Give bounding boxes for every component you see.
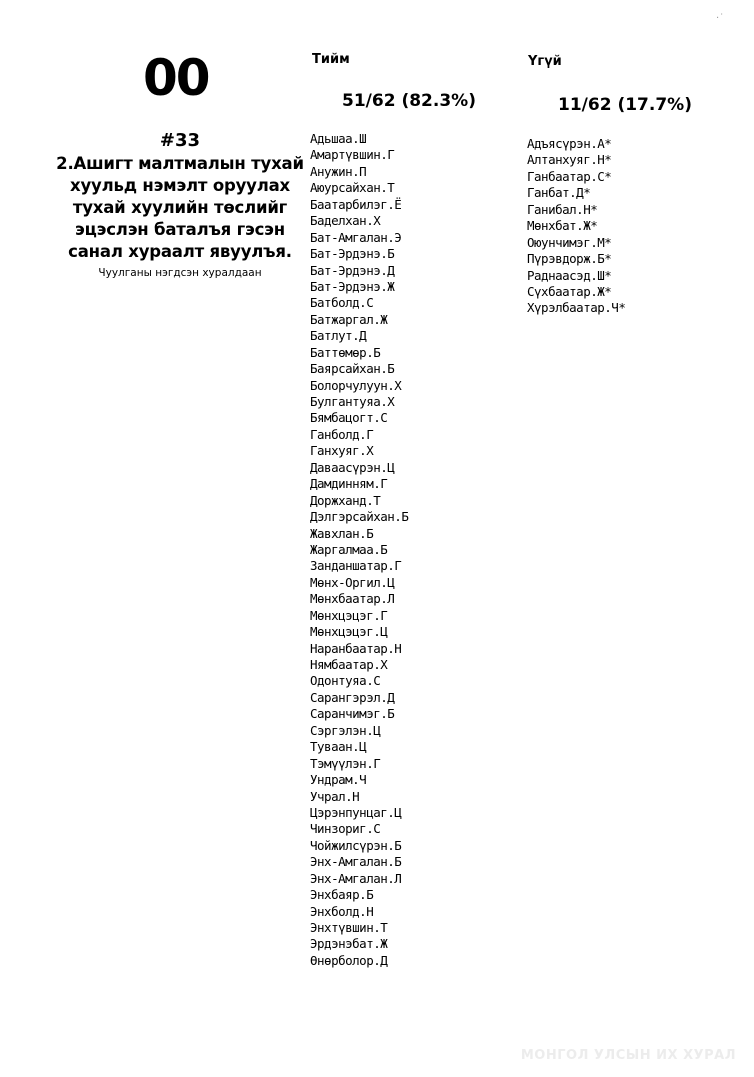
yes-voter-list: [310, 131, 408, 969]
yes-voter: Мөнхбаатар.Л: [310, 591, 395, 607]
no-voter: Оюунчимэг.М*: [527, 234, 612, 250]
yes-voter: Батболд.С: [310, 295, 374, 311]
yes-voter: Ганхуяг.Х: [310, 443, 374, 459]
yes-voter: Болорчулуун.Х: [310, 377, 402, 393]
yes-voter: Адьшаа.Ш: [310, 131, 367, 146]
yes-voter: Жаргалмаа.Б: [310, 541, 388, 557]
yes-voter: Бат-Эрдэнэ.Ж: [310, 278, 395, 294]
yes-voter: Эрдэнэбат.Ж: [310, 936, 388, 952]
yes-voter: Мөнхцэцэг.Г: [310, 607, 388, 623]
yes-voter: Баттөмөр.Б: [310, 344, 381, 360]
document-number: 00: [143, 49, 209, 107]
yes-voter: Нямбаатар.Х: [310, 657, 388, 672]
yes-voter: Бямбацогт.С: [310, 410, 388, 426]
yes-voter: Занданшатар.Г: [310, 558, 402, 574]
yes-voter: Амартүвшин.Г: [310, 147, 395, 163]
yes-voter: Энх-Амгалан.Б: [310, 854, 402, 870]
yes-voter: Доржханд.Т: [310, 492, 381, 508]
yes-column-header: Тийм: [312, 52, 350, 67]
motion-text: 2.Ашигт малтмалын тухай хуульд нэмэлт оруулах тухай хуулийн төслийг эцэслэн баталъя гэсэн санал хураалт явуулъя.: [56, 154, 304, 261]
yes-voter: Мөнх-Оргил.Ц: [310, 574, 395, 590]
footer-watermark: МОНГОЛ УЛСЫН ИХ ХУРАЛ: [520, 1048, 736, 1063]
yes-voter: Батжаргал.Ж: [310, 311, 388, 327]
yes-voter: Энхболд.Н: [310, 903, 374, 919]
yes-voter: Жавхлан.Б: [310, 525, 374, 541]
yes-voter: Сарангэрэл.Д: [310, 689, 395, 705]
yes-voter: Дэлгэрсайхан.Б: [310, 509, 409, 525]
yes-voter: Батлут.Д: [310, 328, 367, 344]
yes-voter: Мөнхцэцэг.Ц: [310, 624, 388, 640]
no-voter: Ганбаатар.С*: [527, 168, 612, 184]
yes-voter: Чойжилсүрэн.Б: [310, 837, 402, 853]
yes-voter: Ундрам.Ч: [310, 772, 367, 788]
no-voter: Раднаасэд.Ш*: [527, 267, 612, 283]
yes-voter: Учрал.Н: [310, 788, 360, 804]
yes-voter: Булгантуяа.Х: [310, 394, 395, 409]
yes-voter: Бат-Амгалан.Э: [310, 229, 402, 245]
no-voter: Ганибал.Н*: [527, 201, 598, 217]
yes-voter: Ганболд.Г: [310, 426, 374, 442]
yes-voter: Энх-Амгалан.Л: [310, 870, 402, 886]
yes-voter: Баделхан.Х: [310, 213, 381, 229]
yes-voter: Энхбаяр.Б: [310, 887, 374, 903]
yes-voter: Одонтуяа.С: [310, 673, 381, 689]
no-voter: Адъясүрэн.А*: [527, 136, 612, 151]
yes-voter: Саранчимэг.Б: [310, 706, 395, 722]
yes-voter: Тэмүүлэн.Г: [310, 755, 381, 771]
motion-block: [55, 130, 305, 280]
yes-voter: Аюурсайхан.Т: [310, 180, 395, 196]
yes-voter: Өнөрболор.Д: [310, 952, 388, 968]
no-column-header: Үгүй: [528, 54, 562, 69]
scan-mark-icon: ·˙: [716, 13, 725, 24]
no-voter: Пүрэвдорж.Б*: [527, 251, 612, 267]
yes-voter: Баатарбилэг.Ё: [310, 196, 402, 212]
no-voter: Мөнхбат.Ж*: [527, 218, 598, 234]
yes-tally: 51/62 (82.3%): [342, 91, 476, 111]
yes-voter: Энхтүвшин.Т: [310, 920, 388, 935]
yes-voter: Туваан.Ц: [310, 739, 367, 755]
session-name: Чуулганы нэгдсэн хуралдаан: [98, 267, 262, 279]
yes-voter: Бат-Эрдэнэ.Б: [310, 246, 395, 262]
yes-voter: Наранбаатар.Н: [310, 640, 402, 656]
yes-voter: Анужин.П: [310, 163, 367, 179]
no-voter: Сүхбаатар.Ж*: [527, 283, 612, 299]
yes-voter: Баярсайхан.Б: [310, 361, 395, 377]
yes-voter: Даваасүрэн.Ц: [310, 459, 395, 475]
no-voter: Алтанхуяг.Н*: [527, 152, 612, 168]
motion-id: #33: [159, 130, 201, 151]
no-tally: 11/62 (17.7%): [558, 95, 692, 115]
yes-voter: Бат-Эрдэнэ.Д: [310, 262, 395, 278]
yes-voter: Сэргэлэн.Ц: [310, 722, 381, 738]
yes-voter: Дамдинням.Г: [310, 476, 388, 492]
no-voter: Хүрэлбаатар.Ч*: [527, 300, 626, 316]
no-voter: Ганбат.Д*: [527, 185, 591, 201]
yes-voter: Цэрэнпунцаг.Ц: [310, 804, 402, 820]
no-voter-list: [527, 136, 625, 317]
yes-voter: Чинзориг.С: [310, 821, 381, 837]
